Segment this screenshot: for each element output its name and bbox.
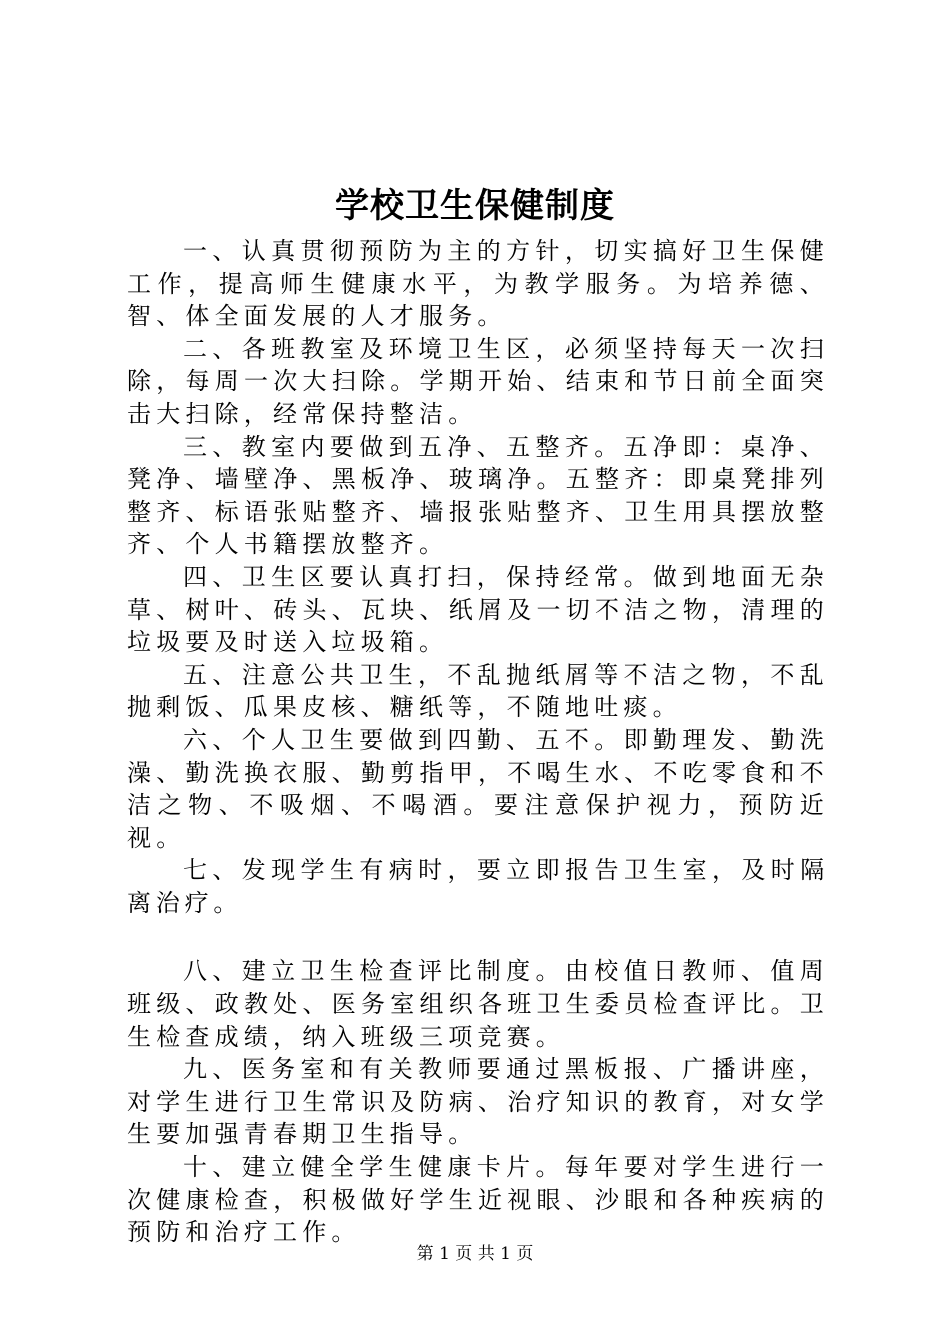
paragraph-6: 六、个人卫生要做到四勤、五不。即勤理发、勤洗澡、勤洗换衣服、勤剪指甲，不喝生水、不吃零食和不洁之物、不吸烟、不喝酒。要注意保护视力，预防近视。 (127, 725, 829, 852)
document-body (127, 235, 829, 1249)
paragraph-9: 九、医务室和有关教师要通过黑板报、广播讲座，对学生进行卫生常识及防病、治疗知识的教育，对女学生要加强青春期卫生指导。 (127, 1055, 829, 1149)
paragraph-8: 八、建立卫生检查评比制度。由校值日教师、值周班级、政教处、医务室组织各班卫生委员检查评比。卫生检查成绩，纳入班级三项竞赛。 (127, 957, 829, 1051)
document-title: 学校卫生保健制度 (335, 186, 615, 226)
page-number: 第 1 页 共 1 页 (416, 1244, 534, 1264)
paragraph-4: 四、卫生区要认真打扫，保持经常。做到地面无杂草、树叶、砖头、瓦块、纸屑及一切不洁之物，清理的垃圾要及时送入垃圾箱。 (127, 562, 829, 657)
paragraph-2: 二、各班教室及环境卫生区，必须坚持每天一次扫除，每周一次大扫除。学期开始、结束和节日前全面突击大扫除，经常保持整洁。 (127, 334, 829, 428)
paragraph-spacer (127, 919, 829, 955)
paragraph-1: 一、认真贯彻预防为主的方针，切实搞好卫生保健工作，提高师生健康水平，为教学服务。为培养德、智、体全面发展的人才服务。 (127, 237, 829, 331)
paragraph-10: 十、建立健全学生健康卡片。每年要对学生进行一次健康检查，积极做好学生近视眼、沙眼和各种疾病的预防和治疗工作。 (127, 1153, 829, 1247)
paragraph-7: 七、发现学生有病时，要立即报告卫生室，及时隔离治疗。 (127, 856, 829, 917)
paragraph-3: 三、教室内要做到五净、五整齐。五净即：桌净、凳净、墙壁净、黑板净、玻璃净。五整齐：即桌凳排列整齐、标语张贴整齐、墙报张贴整齐、卫生用具摆放整齐、个人书籍摆放整齐。 (127, 432, 829, 559)
paragraph-5: 五、注意公共卫生，不乱抛纸屑等不洁之物，不乱抛剩饭、瓜果皮核、糖纸等，不随地吐痰。 (127, 660, 829, 722)
